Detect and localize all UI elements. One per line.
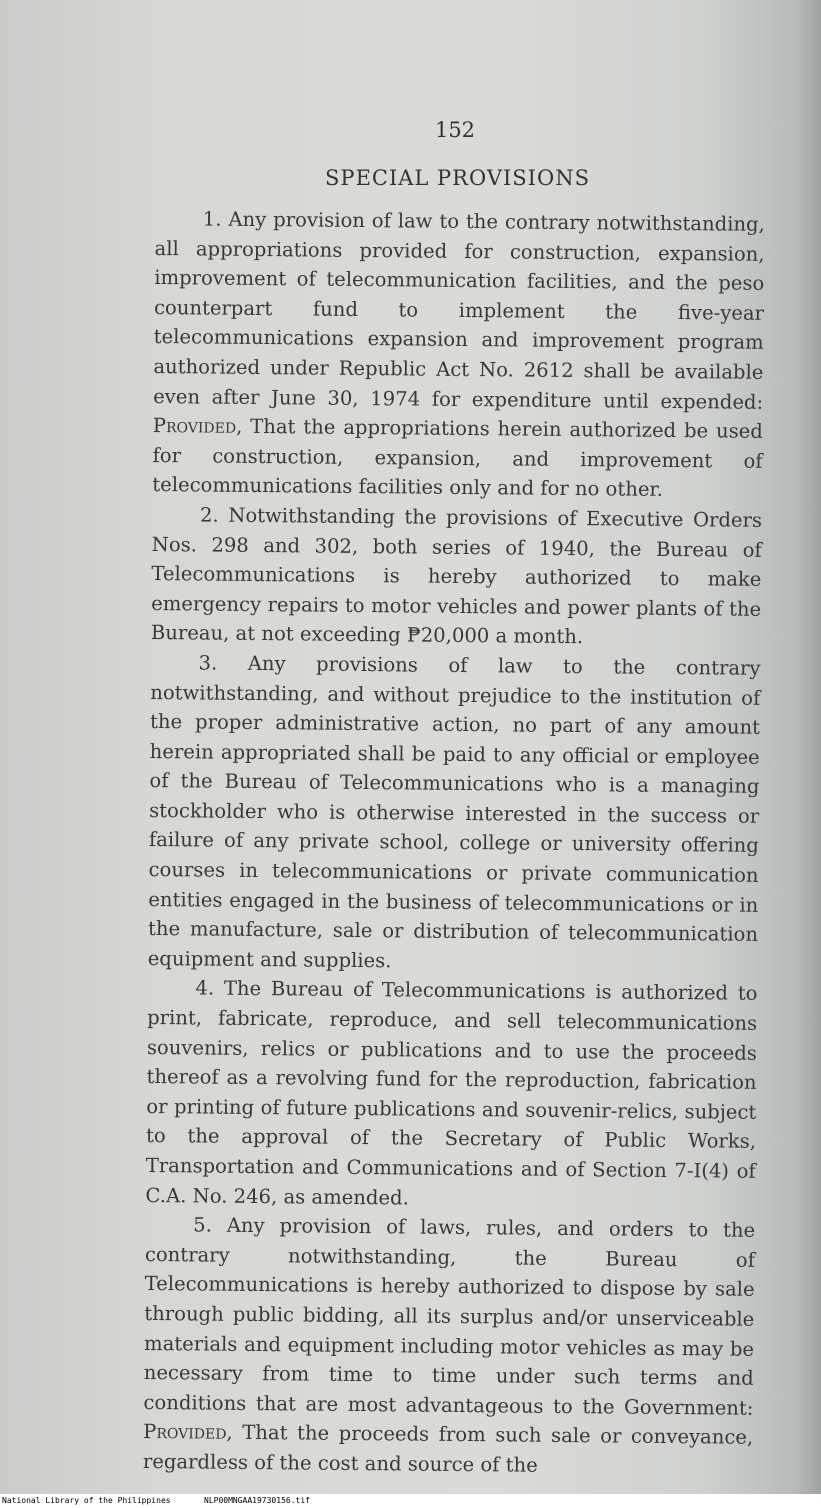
footer-filename: NLP00MNGAA19730156.tif <box>204 1496 310 1505</box>
provision-1-provided: Provided <box>152 414 237 438</box>
provision-4-text: 4. The Bureau of Telecommunications is authorized to print, fabricate, reproduce, and sell telecommunications souvenirs, relics or publications and to use the proceeds thereof as a revolving fund for the reproduction, fabrication or printing of future publications and souvenir-relics, subject to the approval of the Secretary of Public Works, Transportation and Communications and of Section 7-I(4) of C.A. No. 246, as amended. <box>145 976 758 1210</box>
provisions-body <box>143 204 765 1482</box>
provision-3 <box>148 648 761 979</box>
provision-2 <box>151 500 762 654</box>
provision-5 <box>143 1210 756 1482</box>
provision-1-text: 1. Any provision of law to the contrary notwithstanding, all appropriations provided for construction, expansion, improvement of telecommunication facilities, and the peso counterpart fund to implement the five-year telecommunications expansion and improvement program authorized under Republic Act No. 2612 shall be available even after June 30, 1974 for expenditure until expended: <box>153 207 765 414</box>
footer-library: National Library of the Philippines <box>2 1496 171 1505</box>
provision-5-text: 5. Any provision of laws, rules, and orders to the contrary notwithstanding, the Bureau of Telecommunications is hereby authorized to dispose by sale through public bidding, all its surplus and/or unserviceable materials and equipment including motor vehicles as may be necessary from time to time under such terms and conditions that are most advantageous to the Government: <box>143 1213 756 1420</box>
section-heading: SPECIAL PROVISIONS <box>325 166 590 190</box>
provision-2-text: 2. Notwithstanding the provisions of Executive Orders Nos. 298 and 302, both series of 1940, the Bureau of Telecommunications is hereby authorized to make emergency repairs to motor vehicles and power plants of the Bureau, at not exceeding ₱20,000 a month. <box>150 503 763 649</box>
provision-5-text-cont: , That the proceeds from such sale or conveyance, regardless of the cost and source of the <box>142 1421 754 1477</box>
provision-3-text: 3. Any provisions of law to the contrary notwithstanding, and without prejudice to the institution of the proper administrative action, no part of any amount herein appropriated shall be paid to any official or employee of the Bureau of Telecommunications who is a managing stockholder who is otherwise interested in the success or failure of any private school, college or university offering courses in telecommunications or private communication entities engaged in the business of telecommunications or in the manufacture, sale or distribution of telecommunication equipment and supplies. <box>147 651 761 973</box>
page-number: 152 <box>434 118 476 142</box>
scan-footer <box>0 1494 821 1508</box>
provision-4 <box>145 973 757 1216</box>
provision-1-text-cont: , That the appropriations herein authorized be used for construction, expansion, and improvement of telecommunications facilities only and for no other. <box>152 414 763 502</box>
provision-5-provided: Provided <box>143 1420 227 1445</box>
provision-1 <box>152 204 765 506</box>
